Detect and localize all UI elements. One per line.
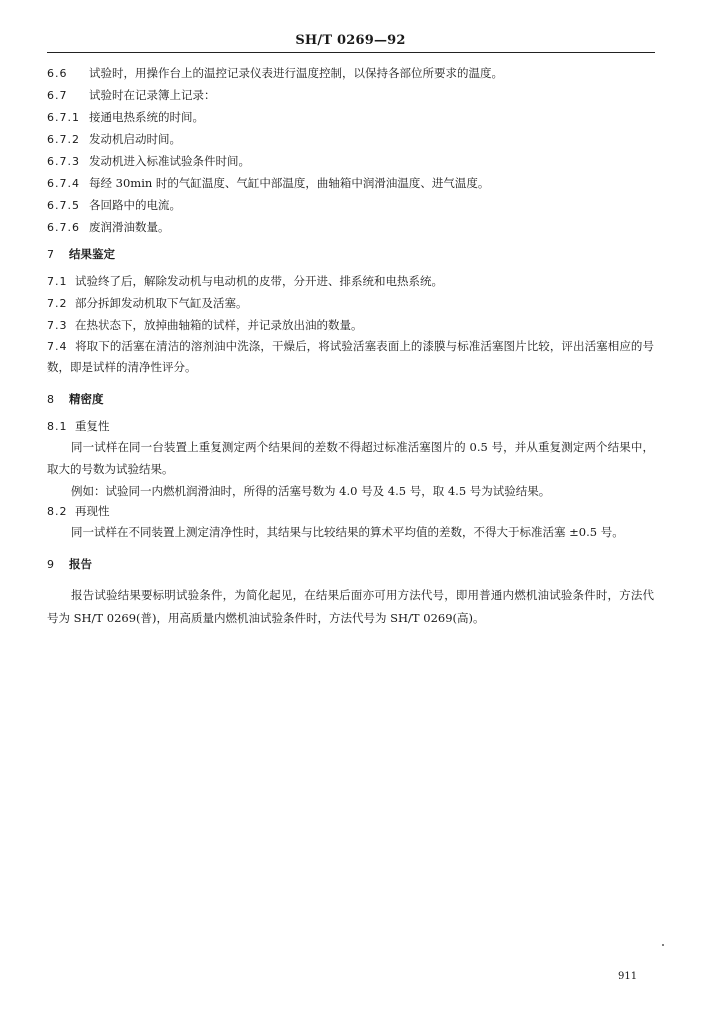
clause-6-7-2: 6.7.2 发动机启动时间。	[47, 132, 181, 146]
clause-6-7-1: 6.7.1 接通电热系统的时间。	[47, 110, 204, 124]
section-9-heading: 9 报告	[47, 557, 92, 571]
clause-6-7: 6.7 试验时在记录簿上记录：	[47, 88, 216, 102]
clause-6-7-6: 6.7.6 废润滑油数量。	[47, 220, 170, 234]
header-rule	[47, 52, 655, 53]
section-7-heading: 7 结果鉴定	[47, 247, 115, 261]
section-8-heading: 8 精密度	[47, 392, 104, 406]
clause-6-6: 6.6 试验时，用操作台上的温控记录仪表进行温度控制，以保持各部位所要求的温度。	[47, 66, 503, 80]
document-body	[47, 66, 654, 630]
clause-6-7-4: 6.7.4 每经 30min 时的气缸温度、气缸中部温度，曲轴箱中润滑油温度、进气温度。	[47, 176, 490, 190]
clause-6-7-3: 6.7.3 发动机进入标准试验条件时间。	[47, 154, 250, 168]
clause-7-4: 7.4 将取下的活塞在清洁的溶剂油中洗涤，干燥后，将试验活塞表面上的漆膜与标准活塞图片比较，评出活塞相应的号数，即是试样的清净性评分。	[47, 339, 654, 374]
clause-8-2-heading: 8.2 再现性	[47, 504, 110, 518]
clause-8-1-paragraph-2: 例如：试验同一内燃机润滑油时，所得的活塞号数为 4.0 号及 4.5 号，取 4.5 号为试验结果。	[71, 484, 551, 498]
page-number: 911	[618, 971, 638, 982]
page-header: SH/T 0269—92	[295, 33, 406, 48]
scan-speck	[662, 944, 664, 946]
section-9-paragraph: 报告试验结果要标明试验条件，为简化起见，在结果后面亦可用方法代号，即用普通内燃机油试验条件时，方法代号为 SH/T 0269(普)，用高质量内燃机油试验条件时，方法代号为 SH/T 0269(高)。	[47, 588, 654, 625]
clause-7-3: 7.3 在热状态下，放掉曲轴箱的试样，并记录放出油的数量。	[47, 318, 363, 332]
clause-7-2: 7.2 部分拆卸发动机取下气缸及活塞。	[47, 296, 248, 310]
clause-7-1: 7.1 试验终了后，解除发动机与电动机的皮带，分开进、排系统和电热系统。	[47, 274, 443, 288]
section-6-list	[47, 66, 654, 235]
clause-8-1-heading: 8.1 重复性	[47, 419, 110, 433]
clause-8-2-paragraph: 同一试样在不同装置上测定清净性时，其结果与比较结果的算术平均值的差数，不得大于标准活塞 ±0.5 号。	[71, 525, 624, 539]
clause-6-7-5: 6.7.5 各回路中的电流。	[47, 198, 181, 212]
clause-8-1-paragraph-1: 同一试样在同一台装置上重复测定两个结果间的差数不得超过标准活塞图片的 0.5 号，并从重复测定两个结果中，取大的号数为试验结果。	[47, 440, 654, 476]
